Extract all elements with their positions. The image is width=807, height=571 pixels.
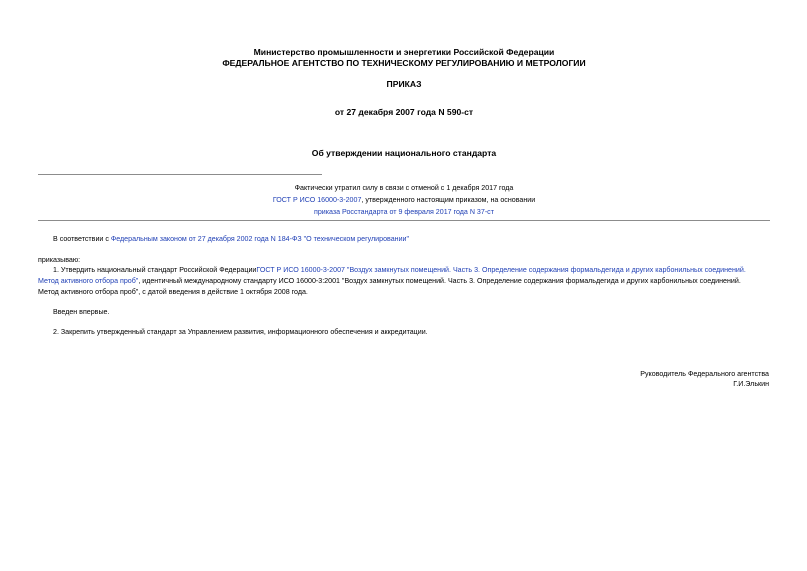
preamble-text: В соответствии с <box>53 235 111 243</box>
preamble-paragraph <box>53 235 409 244</box>
status-note-line2 <box>38 196 770 205</box>
introduced-note: Введен впервые. <box>53 308 110 316</box>
item2-paragraph: 2. Закрепить утвержденный стандарт за Управлением развития, информационного обеспечения и аккредитации. <box>53 328 428 336</box>
document-subject: Об утверждении национального стандарта <box>311 148 497 158</box>
order-word: приказываю: <box>38 256 81 264</box>
top-divider <box>38 174 322 175</box>
item1-line2 <box>38 277 741 286</box>
status-note-line3 <box>38 208 770 217</box>
item1-rest: , идентичный международному стандарту ИСО 16000-3:2001 "Воздух замкнутых помещений. Часть 3. Определение содержания формальдегида и других карбонильных соединений. <box>138 277 741 285</box>
federal-law-link[interactable]: Федеральным законом от 27 декабря 2002 года N 184-ФЗ "О техническом регулировании" <box>110 235 410 243</box>
signature-name: Г.И.Элькин <box>733 380 769 388</box>
item1-prefix: 1. Утвердить национальный стандарт Российской Федерации <box>53 266 257 274</box>
gost-title-link-cont[interactable]: Метод активного отбора проб" <box>38 277 139 285</box>
ministry-heading: Министерство промышленности и энергетики Российской Федерации <box>253 47 555 57</box>
gost-title-link[interactable]: ГОСТ Р ИСО 16000-3-2007 "Воздух замкнутых помещений. Часть 3. Определение содержания формальдегида и других карбонильных соединений. <box>256 266 746 274</box>
status-note-line1: Фактически утратил силу в связи с отменой с 1 декабря 2017 года <box>294 184 514 192</box>
note-divider <box>38 220 770 221</box>
agency-heading: ФЕДЕРАЛЬНОЕ АГЕНТСТВО ПО ТЕХНИЧЕСКОМУ РЕГУЛИРОВАНИЮ И МЕТРОЛОГИИ <box>222 58 586 68</box>
rosstandart-order-link[interactable]: приказа Росстандарта от 9 февраля 2017 года N 37-ст <box>314 208 494 216</box>
item1-line3: Метод активного отбора проб", с датой введения в действие 1 октября 2008 года. <box>38 288 308 296</box>
document-type: ПРИКАЗ <box>386 79 422 89</box>
status-note-line2-text: , утвержденного настоящим приказом, на основании <box>361 196 536 204</box>
gost-standard-link[interactable]: ГОСТ Р ИСО 16000-3-2007 <box>272 196 362 204</box>
signature-position: Руководитель Федерального агентства <box>640 370 769 378</box>
document-date-number: от 27 декабря 2007 года N 590-ст <box>334 107 474 117</box>
item1-line1 <box>53 266 746 275</box>
